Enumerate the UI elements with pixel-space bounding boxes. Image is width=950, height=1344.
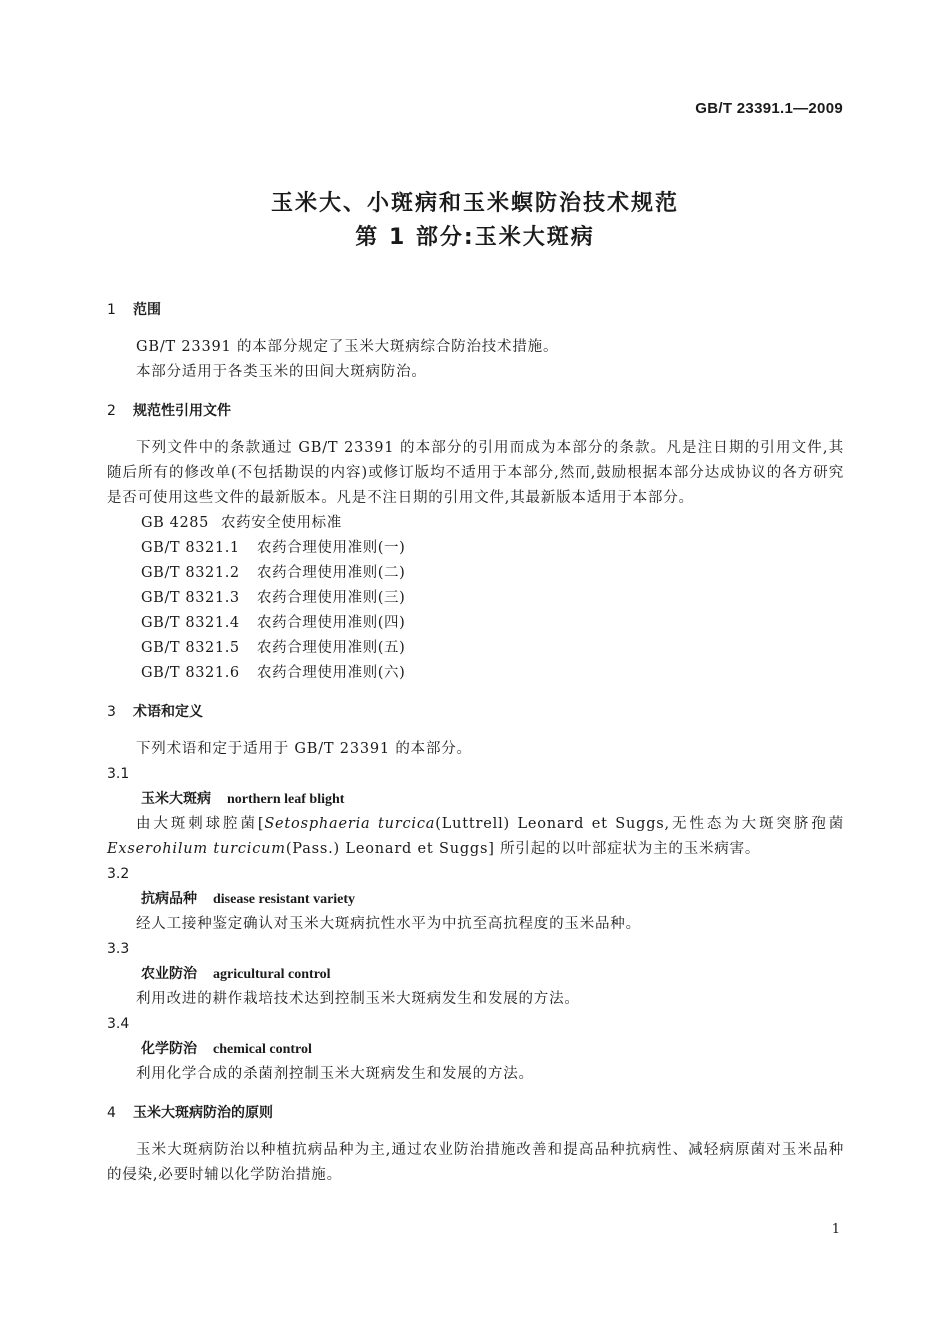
term-number: 3.1 [107,766,130,782]
term-number: 3.2 [107,866,130,882]
paragraph: 本部分适用于各类玉米的田间大斑病防治。 [136,364,427,380]
section-heading-scope: 1 范围 [107,302,161,318]
reference-item: GB/T 8321.4 农药合理使用准则(四) [141,615,406,631]
term-definition: 经人工接种鉴定确认对玉米大斑病抗性水平为中抗至高抗程度的玉米品种。 [136,916,641,932]
paragraph: 下列文件中的条款通过 GB/T 23391 的本部分的引用而成为本部分的条款。凡是注日期的引用文件,其随后所有的修改单(不包括勘误的内容)或修订版均不适用于本部分,然而,鼓励根据本部分达成协议的各方研究是否可使用这些文件的最新版本。凡是不注日期的引用文件,其最新版本适用于本部分。 [107,440,844,506]
reference-item: GB/T 8321.5 农药合理使用准则(五) [141,640,406,656]
term-title: 抗病品种 disease resistant variety [141,891,356,907]
standard-number: GB/T 23391.1—2009 [695,100,843,117]
document-title: 玉米大、小斑病和玉米螟防治技术规范 [270,191,679,216]
section-heading-normative-references: 2 规范性引用文件 [107,403,231,419]
document-body [107,298,844,1188]
reference-item: GB/T 8321.2 农药合理使用准则(二) [141,565,406,581]
paragraph: 玉米大斑病防治以种植抗病品种为主,通过农业防治措施改善和提高品种抗病性、减轻病原菌对玉米品种的侵染,必要时辅以化学防治措施。 [107,1142,844,1183]
section-heading-principles: 4 玉米大斑病防治的原则 [107,1105,273,1121]
reference-item: GB/T 8321.6 农药合理使用准则(六) [141,665,406,681]
document-subtitle: 第 1 部分:玉米大斑病 [355,225,595,250]
paragraph: GB/T 23391 的本部分规定了玉米大斑病综合防治技术措施。 [136,339,559,355]
paragraph: 下列术语和定于适用于 GB/T 23391 的本部分。 [136,741,472,757]
section-heading-terms: 3 术语和定义 [107,704,203,720]
reference-item: GB/T 8321.3 农药合理使用准则(三) [141,590,406,606]
term-definition: 利用化学合成的杀菌剂控制玉米大斑病发生和发展的方法。 [136,1066,534,1082]
term-title: 农业防治 agricultural control [141,966,331,982]
reference-item: GB/T 8321.1 农药合理使用准则(一) [141,540,406,556]
term-title: 化学防治 chemical control [141,1041,312,1057]
page-number: 1 [831,1222,840,1237]
term-number: 3.3 [107,941,130,957]
term-definition: 利用改进的耕作栽培技术达到控制玉米大斑病发生和发展的方法。 [136,991,580,1007]
term-title: 玉米大斑病 northern leaf blight [141,791,345,807]
reference-item: GB 4285 农药安全使用标准 [141,515,342,531]
term-number: 3.4 [107,1016,130,1032]
term-definition: 由大斑刺球腔菌[Setosphaeria turcica(Luttrell) Leonard et Suggs,无性态为大斑突脐孢菌Exserohilum turcicum(Pass.) Leonard et Suggs] 所引起的以叶部症状为主的玉米病害。 [107,816,844,857]
